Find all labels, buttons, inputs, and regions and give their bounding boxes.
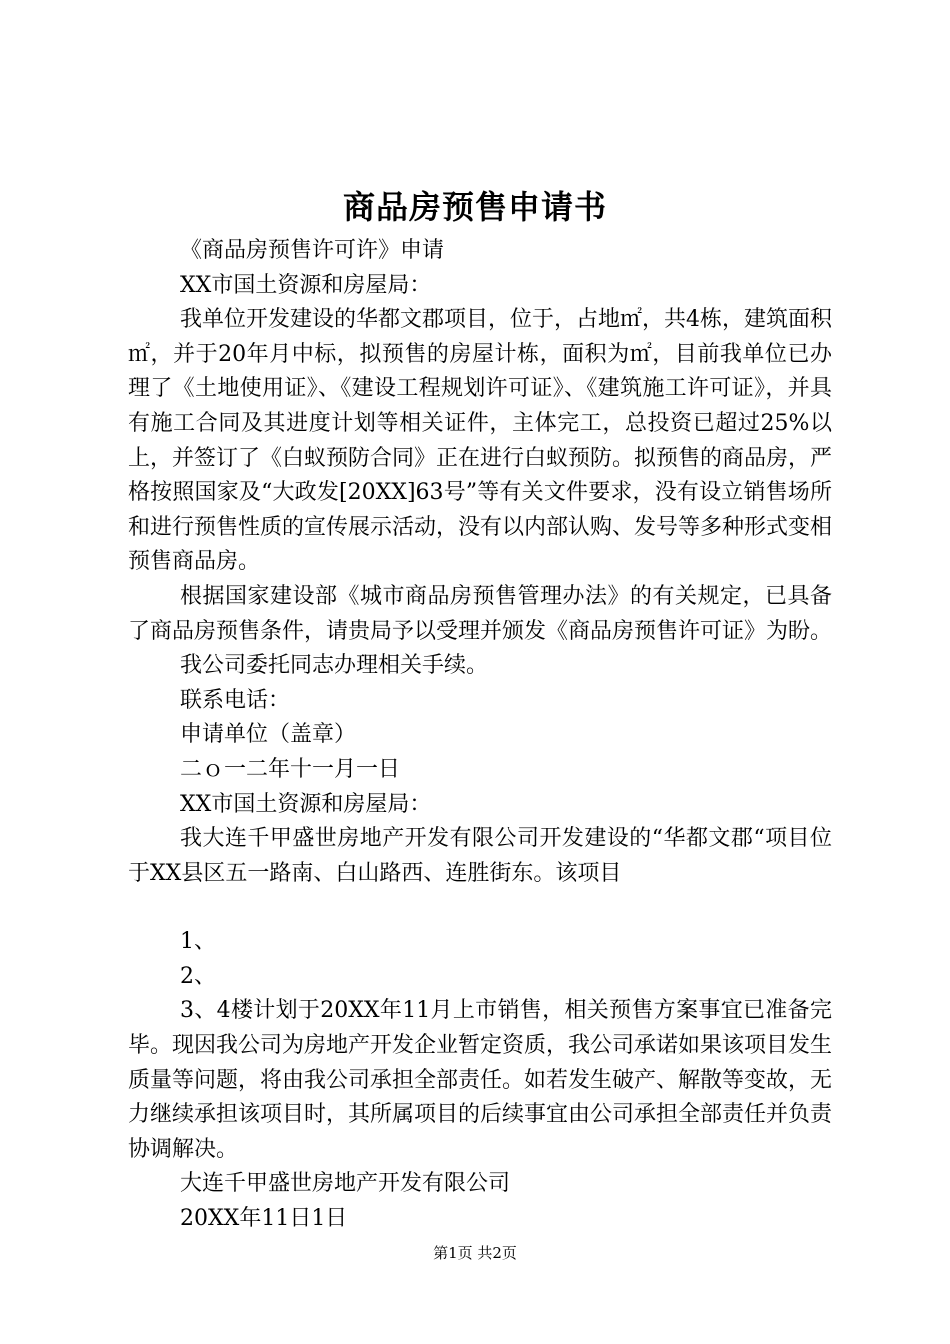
- paragraph-delegate: 我公司委托同志办理相关手续。: [180, 653, 489, 679]
- blank-line: [128, 891, 832, 925]
- paragraph-phone: 联系电话：: [180, 687, 291, 713]
- list-item-3: 3、4楼计划于20XX年11月上市销售，相关预售方案事宜已准备完毕。现因我公司为房地产开发企业暂定资质，我公司承诺如果该项目发生质量等问题，将由我公司承担全部责任。如若发生破产、解散等变故，无力继续承担该项目时，其所属项目的后续事宜由公司承担全部责任并负责协调解决。: [128, 998, 833, 1162]
- document-body: [128, 234, 832, 1237]
- paragraph-company-project: 我大连千甲盛世房地产开发有限公司开发建设的“华都文郡“项目位于XX县区五一路南、白山路西、连胜街东。该项目: [128, 826, 832, 886]
- document-title: 商品房预售申请书: [342, 188, 607, 226]
- list-item-2: 2、: [180, 963, 216, 989]
- paragraph-request: 根据国家建设部《城市商品房预售管理办法》的有关规定，已具备了商品房预售条件，请贵局予以受理并颁发《商品房预售许可证》为盼。: [128, 583, 833, 644]
- paragraph-signature-date: 20XX年11日1日: [180, 1206, 348, 1232]
- paragraph-applicant: 申请单位（盖章）: [180, 722, 357, 748]
- paragraph-company-signature: 大连千甲盛世房地产开发有限公司: [180, 1171, 511, 1197]
- paragraph-date: 二ｏ一二年十一月一日: [180, 756, 401, 782]
- paragraph-addressee-2: XX市国土资源和房屋局：: [180, 791, 432, 817]
- page-footer: 第1页 共2页: [433, 1244, 517, 1262]
- list-item-1: 1、: [180, 929, 216, 955]
- paragraph-subject: 《商品房预售许可许》申请: [180, 238, 445, 263]
- paragraph-project-description: 我单位开发建设的华都文郡项目，位于，占地㎡，共4栋，建筑面积㎡，并于20年月中标，拟预售的房屋计栋，面积为㎡，目前我单位已办理了《土地使用证》、《建设工程规划许可证》、《建筑施工许可证》，并具有施工合同及其进度计划等相关证件，主体完工，总投资已超过25%以上，并签订了《白蚁预防合同》正在进行白蚁预防。拟预售的商品房，严格按照国家及“大政发[20XX]63号”等有关文件要求，没有设立销售场所和进行预售性质的宣传展示活动，没有以内部认购、发号等多种形式变相预售商品房。: [128, 307, 833, 575]
- paragraph-addressee: XX市国土资源和房屋局：: [180, 272, 432, 298]
